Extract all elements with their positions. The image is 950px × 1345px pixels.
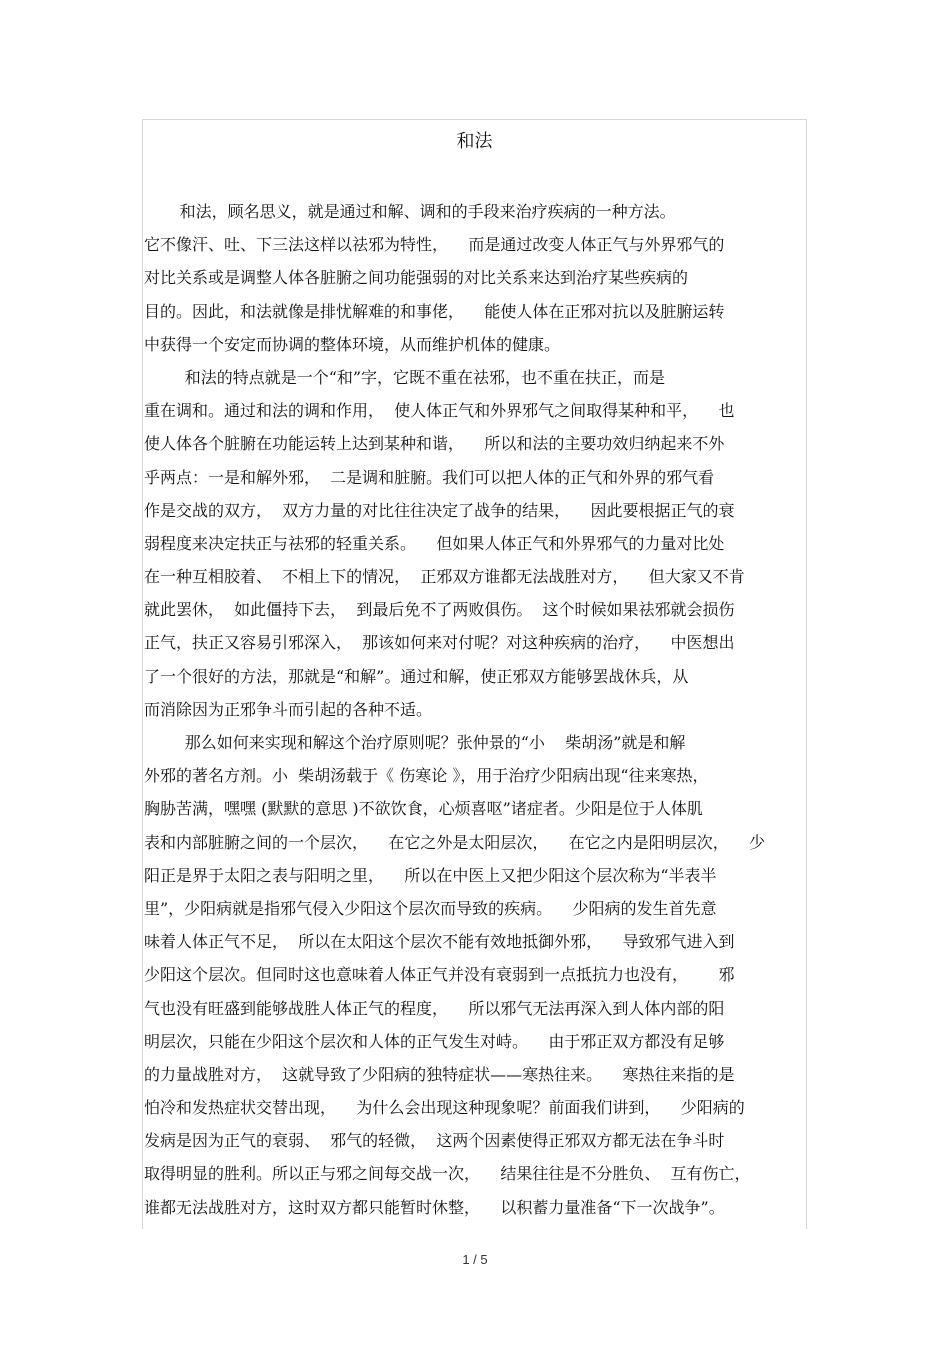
text-line: 外邪的著名方剂。小 柴胡汤载于《 伤寒论 》，用于治疗少阳病出现“往来寒热， xyxy=(144,766,709,786)
text-line: 使人体各个脏腑在功能运转上达到某种和谐， 所以和法的主要功效归纳起来不外 xyxy=(144,434,725,454)
text-line: 少阳这个层次。但同时这也意味着人体正气并没有衰弱到一点抵抗力也没有， 邪 xyxy=(144,965,735,985)
text-line: 的力量战胜对方， 这就导致了少阳病的独特症状——寒热往来。 寒热往来指的是 xyxy=(144,1064,735,1084)
text-line: 阳正是界于太阳之表与阳明之里， 所以在中医上又把少阳这个层次称为“半表半 xyxy=(144,865,717,885)
text-line: 表和内部脏腑之间的一个层次， 在它之外是太阳层次， 在它之内是阳明层次， 少 xyxy=(144,832,766,852)
page-number: 1 / 5 xyxy=(462,1252,488,1267)
text-line: 味着人体正气不足， 所以在太阳这个层次不能有效地抵御外邪， 导致邪气进入到 xyxy=(144,932,735,952)
document-title: 和法 xyxy=(456,131,493,152)
text-line: 取得明显的胜利。所以正与邪之间每交战一次， 结果往往是不分胜负、 互有伤亡， xyxy=(144,1164,751,1184)
text-line: 和法的特点就是一个“和”字，它既不重在祛邪，也不重在扶正，而是 xyxy=(144,367,666,387)
text-line: 谁都无法战胜对方，这时双方都只能暂时休整， 以积蓄力量准备“下一次战争”。 xyxy=(144,1197,725,1217)
text-line: 就此罢休， 如此僵持下去， 到最后免不了两败俱伤。 这个时候如果祛邪就会损伤 xyxy=(144,600,735,620)
text-line: 重在调和。通过和法的调和作用， 使人体正气和外界邪气之间取得某种和平， 也 xyxy=(144,401,735,421)
text-line: 乎两点：一是和解外邪， 二是调和脏腑。我们可以把人体的正气和外界的邪气看 xyxy=(144,467,715,487)
text-line: 胸胁苦满，嘿嘿 (默默的意思 )不欲饮食，心烦喜呕”诸症者。少阳是位于人体肌 xyxy=(144,799,703,819)
text-line: 明层次，只能在少阳这个层次和人体的正气发生对峙。 由于邪正双方都没有足够 xyxy=(144,1031,725,1051)
text-line: 怕冷和发热症状交替出现， 为什么会出现这种现象呢？前面我们讲到， 少阳病的 xyxy=(144,1098,745,1118)
text-line: 气也没有旺盛到能够战胜人体正气的程度， 所以邪气无法再深入到人体内部的阳 xyxy=(144,998,725,1018)
text-line: 弱程度来决定扶正与祛邪的轻重关系。 但如果人体正气和外界邪气的力量对比处 xyxy=(144,533,725,553)
text-line: 了一个很好的方法，那就是“和解”。通过和解，使正邪双方能够罢战休兵，从 xyxy=(144,666,689,686)
text-line: 和法，顾名思义，就是通过和解、调和的手段来治疗疾病的一种方法。 xyxy=(144,202,676,221)
document-body xyxy=(144,195,808,1224)
text-line: 目的。因此，和法就像是排忧解难的和事佬， 能使人体在正邪对抗以及脏腑运转 xyxy=(144,301,725,321)
text-line: 里”，少阳病就是指邪气侵入少阳这个层次而导致的疾病。 少阳病的发生首先意 xyxy=(144,898,717,918)
text-line: 在一种互相胶着、 不相上下的情况， 正邪双方谁都无法战胜对方， 但大家又不肯 xyxy=(144,567,745,587)
text-line: 作是交战的双方， 双方力量的对比往往决定了战争的结果， 因此要根据正气的衰 xyxy=(144,500,735,520)
text-line: 发病是因为正气的衰弱、 邪气的轻微， 这两个因素使得正邪双方都无法在争斗时 xyxy=(144,1131,725,1151)
text-line: 它不像汗、吐、下三法这样以祛邪为特性， 而是通过改变人体正气与外界邪气的 xyxy=(144,235,725,255)
text-line: 中获得一个安定而协调的整体环境，从而维护机体的健康。 xyxy=(144,334,561,354)
text-line: 正气，扶正又容易引邪深入， 那该如何来对付呢？对这种疾病的治疗， 中医想出 xyxy=(144,633,735,653)
text-line: 对比关系或是调整人体各脏腑之间功能强弱的对比关系来达到治疗某些疾病的 xyxy=(144,268,689,288)
text-line: 而消除因为正邪争斗而引起的各种不适。 xyxy=(144,699,433,719)
text-line: 那么如何来实现和解这个治疗原则呢？张仲景的“小 柴胡汤”就是和解 xyxy=(144,733,686,752)
